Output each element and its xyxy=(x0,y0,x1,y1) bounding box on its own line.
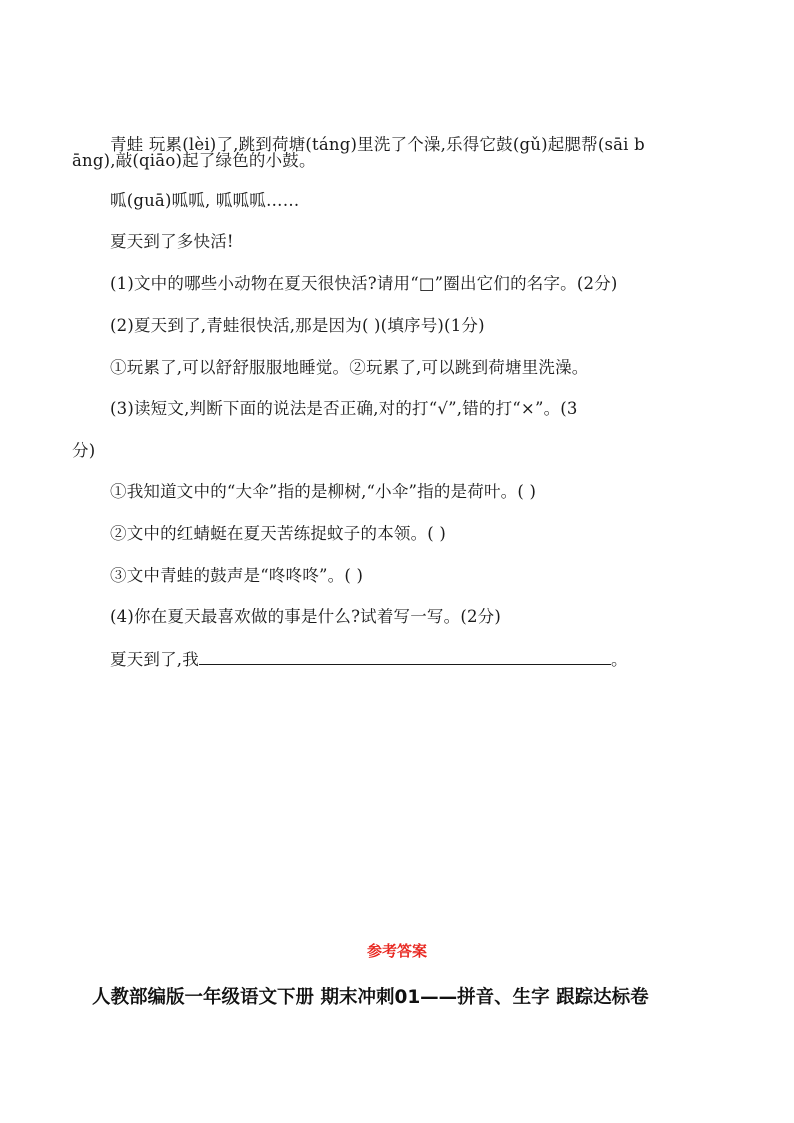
question-3-item-1: ①我知道文中的“大伞”指的是柳树,“小伞”指的是荷叶。( ) xyxy=(110,482,537,501)
question-2: (2)夏天到了,青蛙很快活,那是因为( )(填序号)(1分) xyxy=(110,316,485,335)
question-3-line-2: 分) xyxy=(72,441,96,460)
answer-suffix: 。 xyxy=(610,650,628,669)
question-1: (1)文中的哪些小动物在夏天很快活?请用“□”圈出它们的名字。(2分) xyxy=(110,274,618,293)
question-3-line-1: (3)读短文,判断下面的说法是否正确,对的打“√”,错的打“×”。(3 xyxy=(110,399,578,418)
question-3-item-3: ③文中青蛙的鼓声是“咚咚咚”。( ) xyxy=(110,566,364,585)
question-3-item-2: ②文中的红蜻蜓在夏天苦练捉蚊子的本领。( ) xyxy=(110,524,447,543)
passage-line-3: 呱(guā)呱呱, 呱呱呱…… xyxy=(110,191,300,210)
answer-prefix: 夏天到了,我 xyxy=(110,650,199,669)
answer-key-title: 人教部编版一年级语文下册 期末冲刺01——拼音、生字 跟踪达标卷 xyxy=(92,987,649,1008)
question-4: (4)你在夏天最喜欢做的事是什么?试着写一写。(2分) xyxy=(110,607,501,626)
question-2-options: ①玩累了,可以舒舒服服地睡觉。②玩累了,可以跳到荷塘里洗澡。 xyxy=(110,358,589,377)
question-4-answer-line xyxy=(110,648,628,671)
answer-blank-field[interactable] xyxy=(199,648,611,665)
passage-line-4: 夏天到了多快活! xyxy=(110,232,234,251)
passage-line-2: āng),敲(qiāo)起了绿色的小鼓。 xyxy=(72,151,316,170)
answer-key-heading: 参考答案 xyxy=(366,942,427,960)
passage-line-1: 青蛙 玩累(lèi)了,跳到荷塘(táng)里洗了个澡,乐得它鼓(gǔ)起腮帮(sāi b xyxy=(110,135,645,154)
